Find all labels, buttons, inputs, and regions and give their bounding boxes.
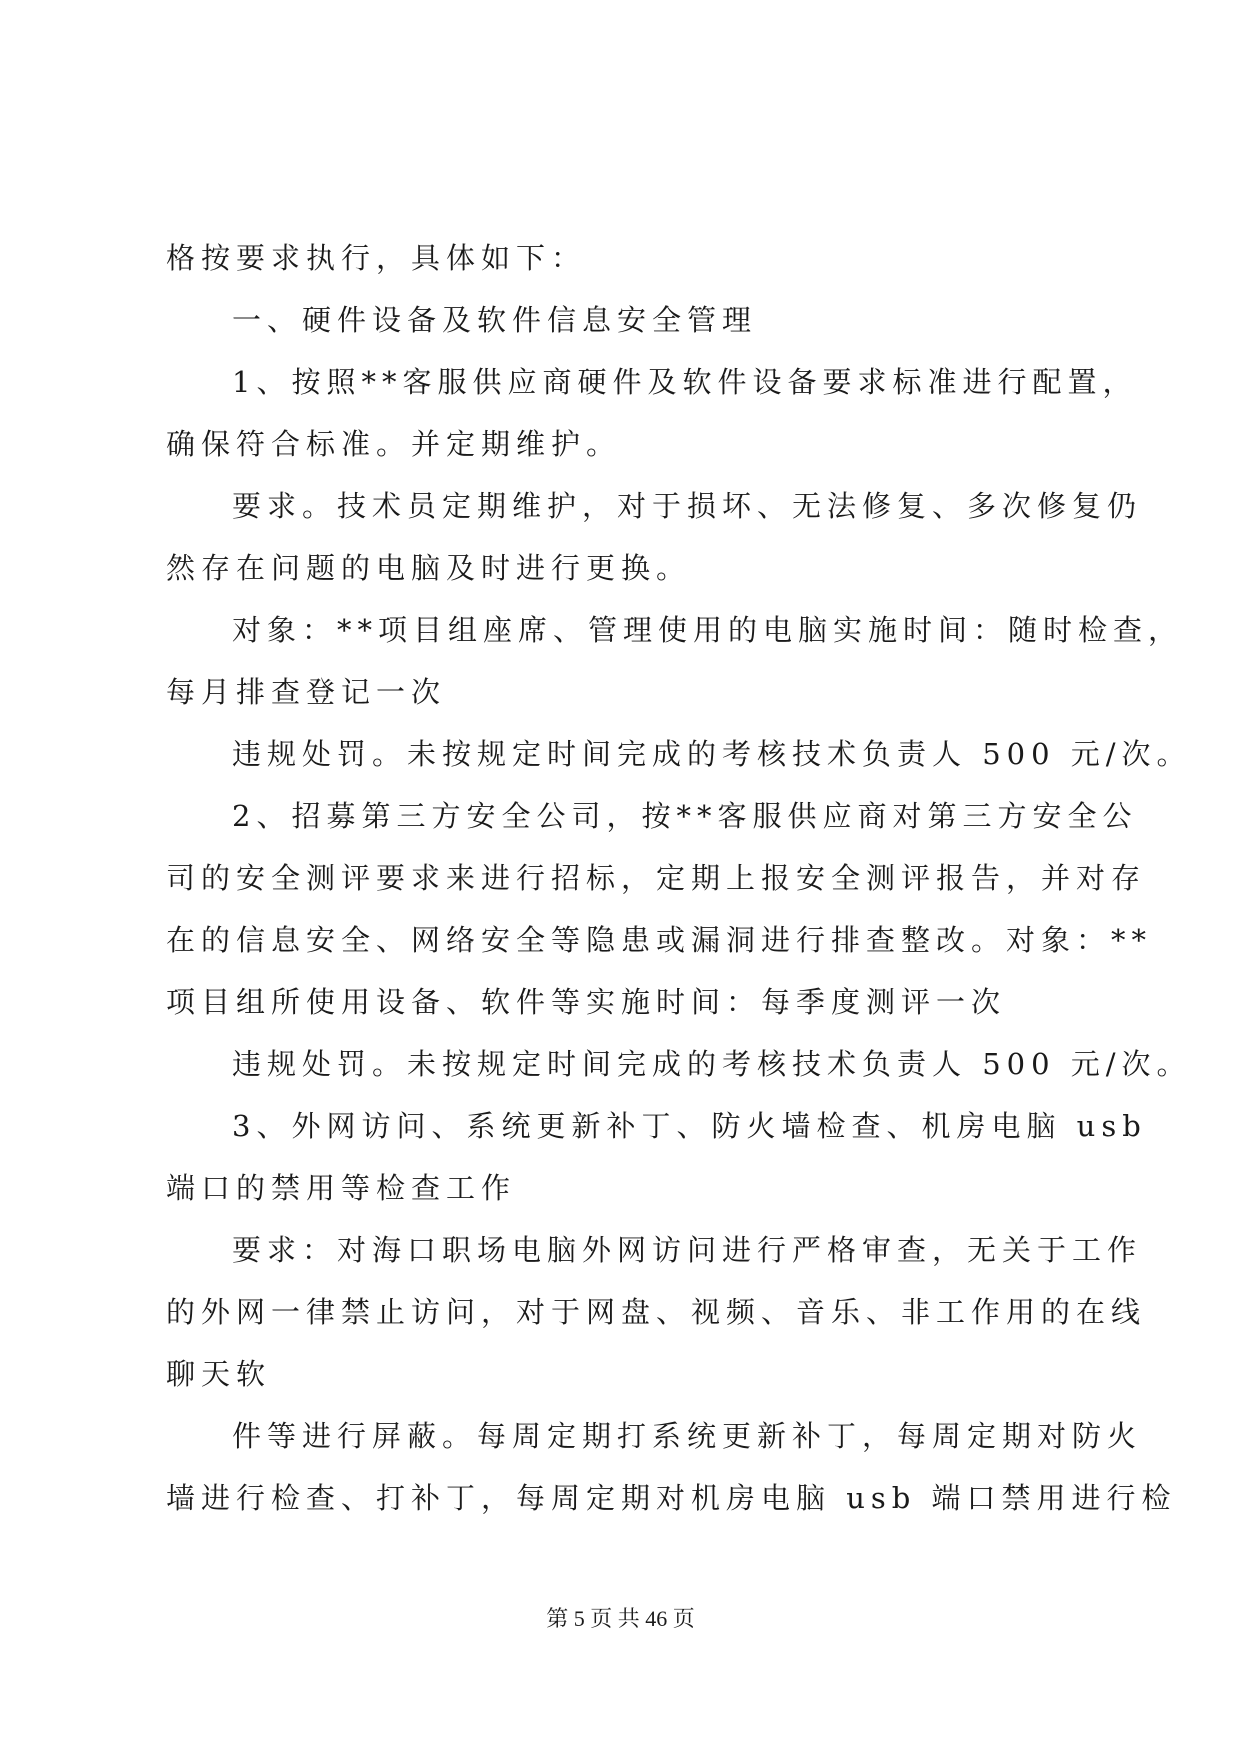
paragraph-line: 端口的禁用等检查工作 [166,1171,517,1205]
paragraph-line: 确保符合标准。并定期维护。 [166,427,622,461]
paragraph-line: 聊天软 [166,1357,272,1391]
page-number-footer: 第 5 页 共 46 页 [546,1606,695,1631]
paragraph-line: 要求。技术员定期维护，对于损坏、无法修复、多次修复仍 [232,489,1143,523]
paragraph-line: 然存在问题的电脑及时进行更换。 [166,551,692,585]
paragraph-line: 违规处罚。未按规定时间完成的考核技术负责人 500 元/次。 [232,737,1192,771]
paragraph-line: 对象：**项目组座席、管理使用的电脑实施时间：随时检查， [232,613,1184,647]
paragraph-line: 违规处罚。未按规定时间完成的考核技术负责人 500 元/次。 [232,1047,1192,1081]
paragraph-line: 司的安全测评要求来进行招标，定期上报安全测评报告，并对存 [166,861,1147,895]
paragraph-line: 1、按照**客服供应商硬件及软件设备要求标准进行配置， [232,365,1138,399]
paragraph-line: 2、招募第三方安全公司，按**客服供应商对第三方安全公 [232,799,1138,833]
paragraph-line: 墙进行检查、打补丁，每周定期对机房电脑 usb 端口禁用进行检 [166,1481,1177,1515]
paragraph-line: 在的信息安全、网络安全等隐患或漏洞进行排查整改。对象：** [166,923,1153,957]
paragraph-line: 要求：对海口职场电脑外网访问进行严格审查，无关于工作 [232,1233,1143,1267]
paragraph-line: 件等进行屏蔽。每周定期打系统更新补丁，每周定期对防火 [232,1419,1143,1453]
paragraph-line: 项目组所使用设备、软件等实施时间：每季度测评一次 [166,985,1007,1019]
paragraph-line: 的外网一律禁止访问，对于网盘、视频、音乐、非工作用的在线 [166,1295,1147,1329]
paragraph-line: 格按要求执行，具体如下： [166,241,587,275]
paragraph-line: 每月排查登记一次 [166,675,447,709]
section-heading: 一、硬件设备及软件信息安全管理 [232,303,758,337]
paragraph-line: 3、外网访问、系统更新补丁、防火墙检查、机房电脑 usb [232,1109,1147,1143]
